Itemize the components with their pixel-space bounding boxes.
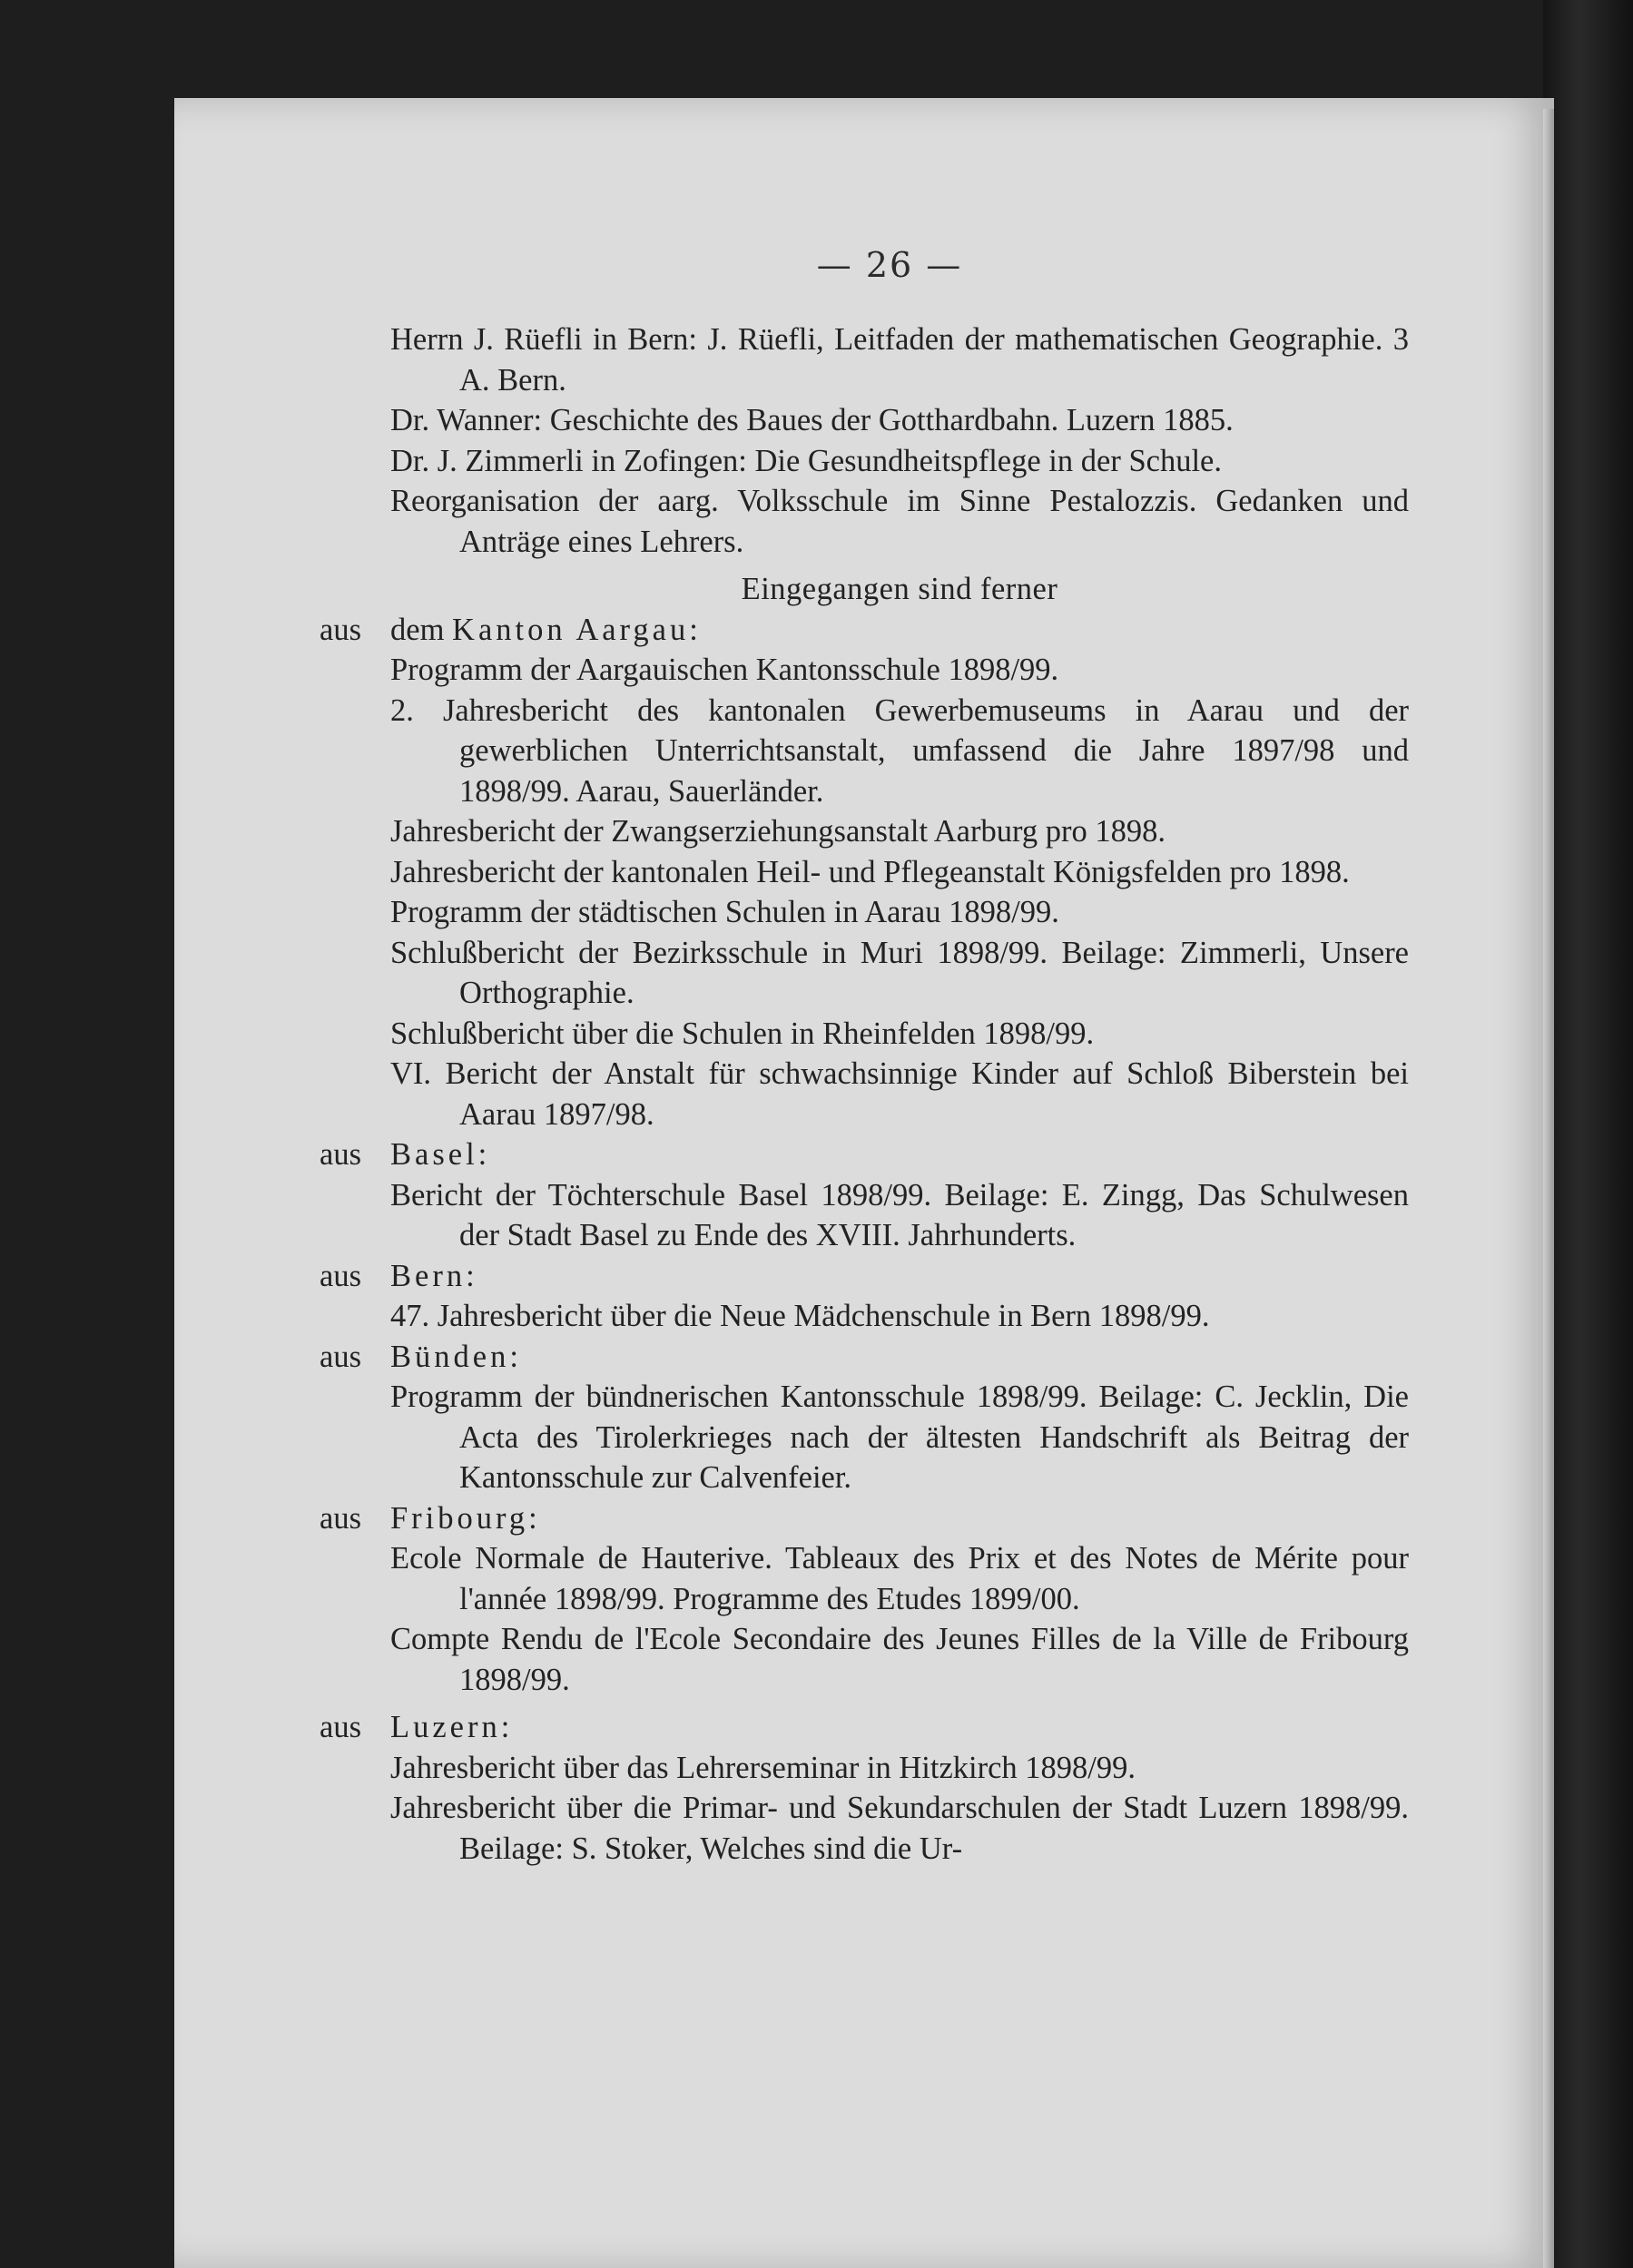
section-prefix: aus <box>320 1258 361 1293</box>
section-label: Kanton Aargau: <box>452 612 702 647</box>
entry: Jahresbericht der kantonalen Heil- und Pflegeanstalt Königsfelden pro 1898. <box>390 854 1350 889</box>
section-prefix: aus <box>320 1500 361 1536</box>
entry: Programm der städtischen Schulen in Aarau 1898/99. <box>390 895 1059 929</box>
entry-top: Reorganisation der aarg. Volksschule im Sinne Pestalozzis. Gedanken und Anträge eines Lehrers. <box>390 484 1409 559</box>
entry-top: Dr. J. Zimmerli in Zofingen: Die Gesundheitspflege in der Schule. <box>390 443 1222 478</box>
entry: Jahresbericht über die Primar- und Sekundarschulen der Stadt Luzern 1898/99. Beilage: S. Stoker, Welches sind die Ur- <box>390 1791 1409 1866</box>
entry: 47. Jahresbericht über die Neue Mädchenschule in Bern 1898/99. <box>390 1299 1210 1333</box>
entry-top: Herrn J. Rüefli in Bern: J. Rüefli, Leitfaden der mathematischen Geographie. 3 A. Bern. <box>390 322 1409 398</box>
page-number: — 26 — <box>816 245 963 285</box>
entry: Ecole Normale de Hauterive. Tableaux des Prix et des Notes de Mérite pour l'année 1898/99. Programme des Etudes 1899/00. <box>390 1541 1409 1616</box>
section-prefix: aus <box>320 612 361 647</box>
section-prefix: aus <box>320 1137 361 1172</box>
entry: Schlußbericht über die Schulen in Rheinfelden 1898/99. <box>390 1016 1095 1051</box>
entry: Programm der bündnerischen Kantonsschule 1898/99. Beilage: C. Jecklin, Die Acta des Tirolerkrieges nach der ältesten Handschrift als Beitrag der Kantonsschule zur Calvenfeier. <box>390 1379 1409 1495</box>
entry: Jahresbericht der Zwangserziehungsanstalt Aarburg pro 1898. <box>390 814 1166 849</box>
entry: Schlußbericht der Bezirksschule in Muri 1898/99. Beilage: Zimmerli, Unsere Orthographie. <box>390 935 1409 1010</box>
section-header-fribourg <box>320 1498 1409 1539</box>
text-block <box>320 319 1409 1869</box>
section-header-basel <box>320 1134 1409 1175</box>
entry-top: Dr. Wanner: Geschichte des Baues der Gotthardbahn. Luzern 1885. <box>390 403 1234 437</box>
section-prefix: aus <box>320 1710 361 1744</box>
section-label: Basel: <box>390 1137 491 1172</box>
section-heading: Eingegangen sind ferner <box>741 572 1058 606</box>
section-label: Fribourg: <box>390 1500 541 1536</box>
section-header-aargau <box>320 610 1409 651</box>
entry: VI. Bericht der Anstalt für schwachsinnige Kinder auf Schloß Biberstein bei Aarau 1897/98. <box>390 1056 1409 1132</box>
scan-background-strip <box>1543 0 1633 2268</box>
entry: Programm der Aargauischen Kantonsschule 1898/99. <box>390 653 1059 687</box>
section-header-luzern <box>320 1707 1409 1748</box>
entry: Compte Rendu de l'Ecole Secondaire des Jeunes Filles de la Ville de Fribourg 1898/99. <box>390 1622 1409 1697</box>
section-prefix: aus <box>320 1339 361 1374</box>
entry: 2. Jahresbericht des kantonalen Gewerbemuseums in Aarau und der gewerblichen Unterrichtsanstalt, umfassend die Jahre 1897/98 und 1898/99. Aarau, Sauerländer. <box>390 692 1409 809</box>
entry: Jahresbericht über das Lehrerseminar in Hitzkirch 1898/99. <box>390 1750 1136 1785</box>
section-label: Bern: <box>390 1258 478 1293</box>
page-edge <box>1543 109 1554 2268</box>
section-label: Bünden: <box>390 1339 522 1374</box>
section-header-bern <box>320 1256 1409 1297</box>
section-header-buenden <box>320 1337 1409 1378</box>
section-label-pre: dem <box>390 612 453 647</box>
entry: Bericht der Töchterschule Basel 1898/99. Beilage: E. Zingg, Das Schulwesen der Stadt Basel zu Ende des XVIII. Jahrhunderts. <box>390 1177 1409 1252</box>
section-label: Luzern: <box>390 1710 514 1744</box>
